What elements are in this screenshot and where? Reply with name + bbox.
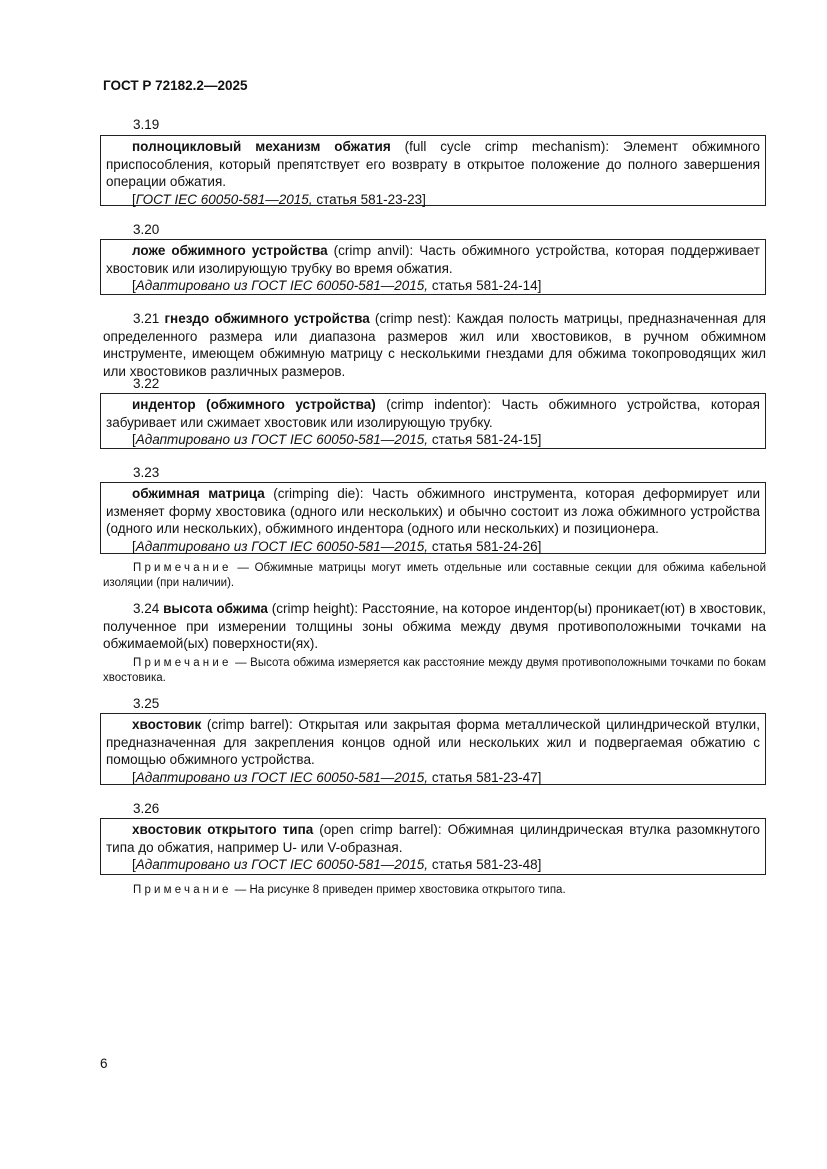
source-bracket: [ xyxy=(132,538,136,554)
term-number: 3.26 xyxy=(133,801,160,816)
note-3-26 xyxy=(103,883,766,898)
term-english: (open crimp barrel): xyxy=(319,822,442,837)
definition-text: Каждая полость матрицы, предназначенная для определенного размера или диапазона размеров жил или хвостовиков, в ручном обжимном инструменте, имеющем обжимную матрицу с несколькими гнездами для обжима токопроводящих жил или хвостовиков различных размеров. xyxy=(103,311,766,379)
source-reference xyxy=(106,769,760,787)
note-text: — Высота обжима измеряется как расстояние между двумя противоположными точками по бокам хвостовика. xyxy=(103,657,766,684)
term-definition xyxy=(106,138,760,191)
term-number: 3.25 xyxy=(133,696,160,711)
definition-text: Расстояние, на которое индентор(ы) проникает(ют) в хвостовик, полученное при измерении толщины зоны обжима между двумя противоположными точками на обжимаемой(ых) поверхности(ях). xyxy=(103,601,766,651)
term-english: (crimp height): xyxy=(271,601,359,616)
definition-text: Обжимная цилиндрическая втулка разомкнутого типа до обжатия, например U- или V-образная. xyxy=(106,822,760,855)
term-definition xyxy=(103,600,766,653)
source-reference xyxy=(106,431,760,449)
term-box-3-22 xyxy=(100,393,766,449)
source-article: статья 581-23-47] xyxy=(431,769,542,785)
term-number: 3.24 xyxy=(133,601,160,616)
note-label: Примечание xyxy=(133,884,232,896)
definition-text: Часть обжимного устройства, которая забуривает или сжимает хвостовик или изолирующую трубку. xyxy=(106,397,760,430)
definition-text: Элемент обжимного приспособления, который препятствует его возврату в открытое положение до полного завершения операции обжатия. xyxy=(106,139,761,189)
note-label: Примечание xyxy=(133,657,232,669)
term-definition xyxy=(106,396,760,431)
term-english: (crimp anvil): xyxy=(333,243,414,258)
note-text: — Обжимные матрицы могут иметь отдельные или составные секции для обжима кабельной изоляции (при наличии). xyxy=(103,562,766,589)
definition-text: Часть обжимного устройства, которая поддерживает хвостовик или изолирующую трубку во время обжатия. xyxy=(106,243,760,276)
term-english: (crimp indentor): xyxy=(386,397,492,412)
source-standard: Адаптировано из ГОСТ IEC 60050-581—2015, xyxy=(135,769,429,785)
term-number: 3.20 xyxy=(133,222,160,237)
term-english: (crimp nest): xyxy=(374,311,452,326)
note-label: Примечание xyxy=(133,562,232,574)
source-standard: Адаптировано из ГОСТ IEC 60050-581—2015, xyxy=(135,857,429,872)
source-bracket: [ xyxy=(132,769,136,785)
term-english: (full cycle crimp mechanism): xyxy=(404,139,610,154)
term-paragraph-3-24 xyxy=(103,600,766,653)
term-definition xyxy=(106,485,760,538)
term-english: (crimp barrel): xyxy=(206,717,293,732)
term-box-3-19 xyxy=(100,135,766,206)
source-reference xyxy=(106,191,760,209)
term-definition xyxy=(106,821,760,856)
term-title: хвостовик xyxy=(132,717,202,732)
source-bracket: [ xyxy=(132,278,136,293)
document-header: ГОСТ Р 72182.2—2025 xyxy=(103,78,248,93)
term-title: полноцикловый механизм обжатия xyxy=(132,139,391,154)
term-title: обжимная матрица xyxy=(132,486,265,501)
source-bracket: [ xyxy=(132,432,136,447)
source-standard: Адаптировано из ГОСТ IEC 60050-581—2015, xyxy=(135,432,429,447)
term-title: хвостовик открытого типа xyxy=(132,822,314,837)
term-title: высота обжима xyxy=(163,601,268,616)
source-bracket: [ xyxy=(132,857,136,872)
source-article: статья 581-23-48] xyxy=(431,857,542,872)
source-bracket: [ xyxy=(132,191,136,207)
page-number: 6 xyxy=(100,1056,108,1071)
source-article: статья 581-23-23] xyxy=(316,191,426,207)
term-title: индентор (обжимного устройства) xyxy=(132,397,376,412)
note-3-23 xyxy=(103,561,766,591)
term-title: гнездо обжимного устройства xyxy=(164,311,370,326)
term-number: 3.23 xyxy=(133,465,160,480)
term-number: 3.19 xyxy=(133,117,160,132)
term-number: 3.21 xyxy=(133,311,160,326)
term-definition xyxy=(103,310,766,380)
definition-text: Часть обжимного инструмента, которая деформирует или изменяет форму хвостовика (одного или нескольких) и обычно состоит из ложа обжимного устройства (одного или нескольких), обжимного индентора (одного или нескольких) и позиционера. xyxy=(106,486,761,536)
term-box-3-25 xyxy=(100,713,766,785)
term-box-3-23 xyxy=(100,482,766,554)
term-box-3-26 xyxy=(100,818,766,875)
term-paragraph-3-21 xyxy=(103,310,766,380)
source-article: статья 581-24-14] xyxy=(431,278,542,293)
term-definition xyxy=(106,242,760,277)
note-3-24 xyxy=(103,656,766,686)
source-reference xyxy=(106,277,760,295)
source-article: статья 581-24-15] xyxy=(431,432,542,447)
source-reference xyxy=(106,856,760,874)
definition-text: Открытая или закрытая форма металлической цилиндрической втулки, предназначенная для закрепления концов одной или нескольких жил и подвергаемая обжатию с помощью обжимного устройства. xyxy=(106,717,760,767)
source-standard: Адаптировано из ГОСТ IEC 60050-581—2015, xyxy=(135,278,429,293)
note-text: — На рисунке 8 приведен пример хвостовика открытого типа. xyxy=(234,884,566,896)
term-english: (crimping die): xyxy=(273,486,364,501)
term-number: 3.22 xyxy=(133,376,160,391)
source-standard: Адаптировано из ГОСТ IEC 60050-581—2015, xyxy=(135,538,429,554)
term-definition xyxy=(106,716,760,769)
source-article: статья 581-24-26] xyxy=(431,538,542,554)
term-title: ложе обжимного устройства xyxy=(132,243,328,258)
source-standard: ГОСТ IEC 60050-581—2015, xyxy=(135,191,313,207)
source-reference xyxy=(106,538,760,556)
term-box-3-20 xyxy=(100,239,766,295)
